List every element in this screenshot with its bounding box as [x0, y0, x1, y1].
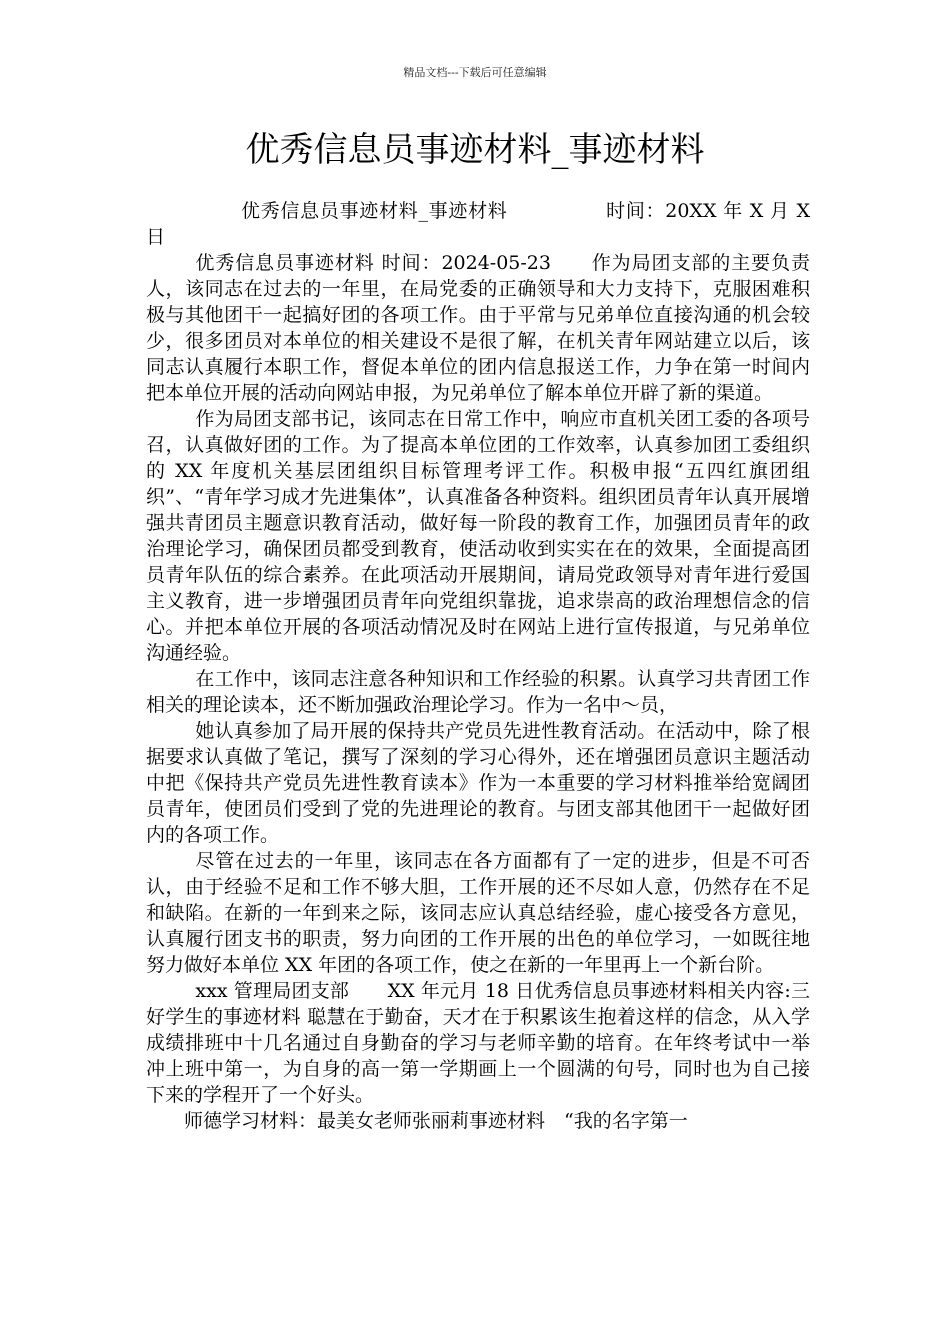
paragraph: 师德学习材料：最美女老师张丽莉事迹材料 “我的名字第一 [184, 1110, 688, 1132]
document-title: 优秀信息员事迹材料_事迹材料 [245, 130, 705, 170]
document-body [146, 198, 810, 1134]
paragraph: xxx 管理局团支部 XX 年元月 18 日优秀信息员事迹材料相关内容:三好学生的事迹材料 聪慧在于勤奋，天才在于积累该生抱着这样的信念，从入学成绩排班中十几名通过自身勤奋的学习与老师辛勤的培育。在年终考试中一举冲上班中第一，为自身的高一第一学期画上一个圆满的句号，同时也为自己接下来的学程开了一个好头。 [146, 980, 810, 1106]
header-note: 精品文档---下载后可任意编辑 [403, 66, 547, 79]
paragraph: 优秀信息员事迹材料 时间：2024-05-23 作为局团支部的主要负责人，该同志在过去的一年里，在局党委的正确领导和大力支持下，克服困难积极与其他团干一起搞好团的各项工作。由于平常与兄弟单位直接沟通的机会较少，很多团员对本单位的相关建设不是很了解，在机关青年网站建立以后，该同志认真履行本职工作，督促本单位的团内信息报送工作，力争在第一时间内把本单位开展的活动向网站申报，为兄弟单位了解本单位开辟了新的渠道。 [146, 252, 810, 404]
paragraph: 在工作中，该同志注意各种知识和工作经验的积累。认真学习共青团工作相关的理论读本，还不断加强政治理论学习。作为一名中～员， [146, 668, 810, 716]
paragraph: 尽管在过去的一年里，该同志在各方面都有了一定的进步，但是不可否认，由于经验不足和工作不够大胆，工作开展的还不尽如人意，仍然存在不足和缺陷。在新的一年到来之际，该同志应认真总结经验，虚心接受各方意见，认真履行团支书的职责，努力向团的工作开展的出色的单位学习，一如既往地努力做好本单位 XX 年团的各项工作，使之在新的一年里再上一个新台阶。 [146, 850, 810, 976]
paragraph-meta: 优秀信息员事迹材料_事迹材料 时间：20XX 年 X 月 X 日 [146, 200, 810, 248]
paragraph: 她认真参加了局开展的保持共产党员先进性教育活动。在活动中，除了根据要求认真做了笔记，撰写了深刻的学习心得外，还在增强团员意识主题活动中把《保持共产党员先进性教育读本》作为一本重要的学习材料推举给宽阔团员青年，使团员们受到了党的先进理论的教育。与团支部其他团干一起做好团内的各项工作。 [146, 720, 810, 846]
paragraph: 作为局团支部书记，该同志在日常工作中，响应市直机关团工委的各项号召，认真做好团的工作。为了提高本单位团的工作效率，认真参加团工委组织的 XX 年度机关基层团组织目标管理考评工作。积极申报“五四红旗团组织”、“青年学习成才先进集体”，认真准备各种资料。组织团员青年认真开展增强共青团员主题意识教育活动，做好每一阶段的教育工作，加强团员青年的政治理论学习，确保团员都受到教育，使活动收到实实在在的效果，全面提高团员青年队伍的综合素养。在此项活动开展期间，请局党政领导对青年进行爱国主义教育，进一步增强团员青年向党组织靠拢，追求崇高的政治理想信念的信心。并把本单位开展的各项活动情况及时在网站上进行宣传报道，与兄弟单位沟通经验。 [146, 408, 810, 664]
